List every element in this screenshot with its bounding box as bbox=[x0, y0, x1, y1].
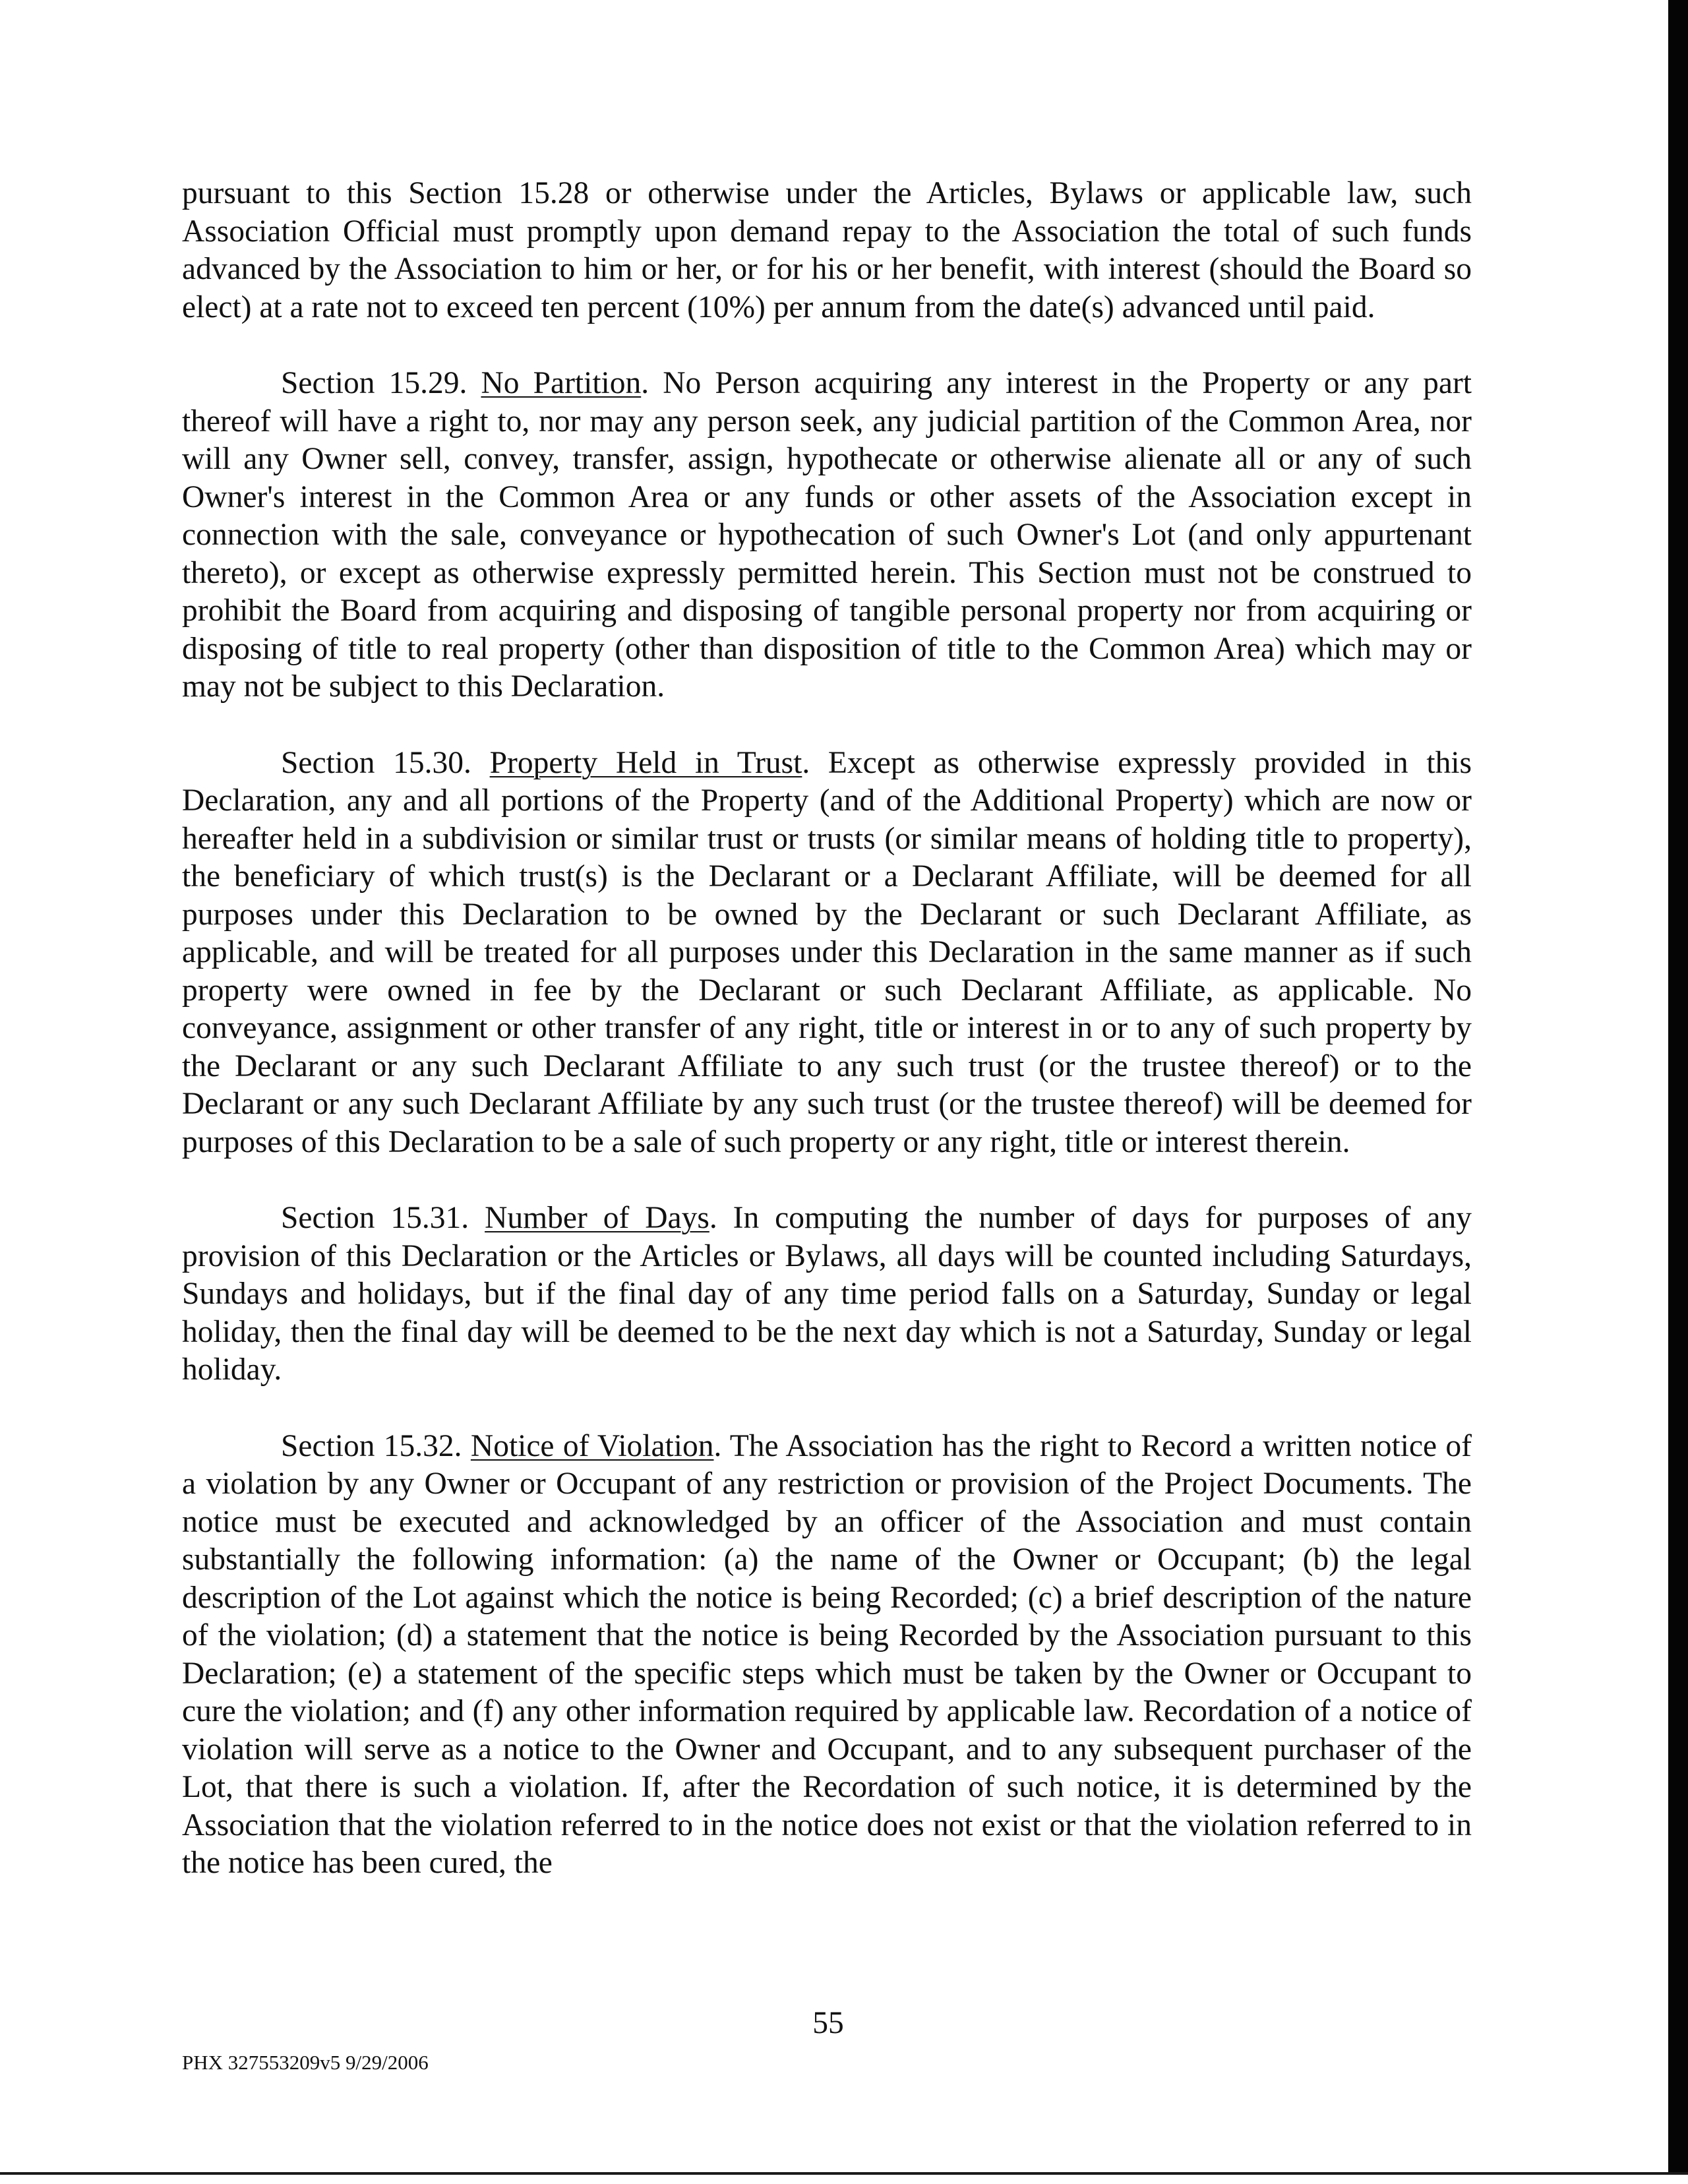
document-body bbox=[182, 175, 1472, 1883]
section-label: Section 15.31. bbox=[281, 1201, 469, 1235]
scan-edge-right bbox=[1668, 0, 1688, 2184]
section-15-30 bbox=[182, 744, 1472, 1162]
section-15-31 bbox=[182, 1199, 1472, 1389]
section-heading: Number of Days bbox=[485, 1201, 709, 1235]
page-number: 55 bbox=[812, 2006, 844, 2040]
section-label: Section 15.32. bbox=[281, 1428, 462, 1463]
section-text: . The Association has the right to Record a written notice of a violation by any Owner or Occupant of any restriction or provision of the Project Documents. The notice must be executed and acknowledged by an officer of the Association and must contain substantially the following information: (a) the name of the Owner or Occupant; (b) the legal description of the Lot against which the notice is being Recorded; (c) a brief description of the nature of the violation; (d) a statement that the notice is being Recorded by the Association pursuant to this Declaration; (e) a statement of the specific steps which must be taken by the Owner or Occupant to cure the violation; and (f) any other information required by applicable law. Recordation of a notice of violation will serve as a notice to the Owner and Occupant, and to any subsequent purchaser of the Lot, that there is such a violation. If, after the Recordation of such notice, it is determined by the Association that the violation referred to in the notice does not exist or that the violation referred to in the notice has been cured, the bbox=[182, 1428, 1472, 1880]
section-label: Section 15.29. bbox=[281, 366, 467, 400]
section-text: . In computing the number of days for purposes of any provision of this Declaration or the Articles or Bylaws, all days will be counted including Saturdays, Sundays and holidays, but if the final day of any time period falls on a Saturday, Sunday or legal holiday, then the final day will be deemed to be the next day which is not a Saturday, Sunday or legal holiday. bbox=[182, 1201, 1472, 1387]
section-heading: Property Held in Trust bbox=[489, 745, 802, 780]
scan-edge-bottom bbox=[0, 2172, 1688, 2184]
section-text: . No Person acquiring any interest in the Property or any part thereof will have a right to, nor may any person seek, any judicial partition of the Common Area, nor will any Owner sell, convey, transfer, assign, hypothecate or otherwise alienate all or any of such Owner's interest in the Common Area or any funds or other assets of the Association except in connection with the sale, conveyance or hypothecation of such Owner's Lot (and only appurtenant thereto), or except as otherwise expressly permitted herein. This Section must not be construed to prohibit the Board from acquiring and disposing of tangible personal property nor from acquiring or disposing of title to real property (other than disposition of title to the Common Area) which may or may not be subject to this Declaration. bbox=[182, 366, 1472, 704]
section-heading: No Partition bbox=[481, 366, 642, 400]
paragraph-continuation bbox=[182, 175, 1472, 326]
paragraph-text: pursuant to this Section 15.28 or otherwise under the Articles, Bylaws or applicable law, such Association Official must promptly upon demand repay to the Association the total of such funds advanced by the Association to him or her, or for his or her benefit, with interest (should the Board so elect) at a rate not to exceed ten percent (10%) per annum from the date(s) advanced until paid. bbox=[182, 176, 1472, 324]
section-15-32 bbox=[182, 1428, 1472, 1883]
section-text: . Except as otherwise expressly provided in this Declaration, any and all portions of the Property (and of the Additional Property) which are now or hereafter held in a subdivision or similar trust or trusts (or similar means of holding title to property), the beneficiary of which trust(s) is the Declarant or a Declarant Affiliate, will be deemed for all purposes under this Declaration to be owned by the Declarant or such Declarant Affiliate, as applicable, and will be treated for all purposes under this Declaration in the same manner as if such property were owned in fee by the Declarant or such Declarant Affiliate, as applicable. No conveyance, assignment or other transfer of any right, title or interest in or to any of such property by the Declarant or any such Declarant Affiliate to any such trust (or the trustee thereof) or to the Declarant or any such Declarant Affiliate by any such trust (or the trustee thereof) will be deemed for purposes of this Declaration to be a sale of such property or any right, title or interest therein. bbox=[182, 745, 1472, 1159]
section-heading: Notice of Violation bbox=[470, 1428, 714, 1463]
section-15-29 bbox=[182, 365, 1472, 706]
document-footer-id: PHX 327553209v5 9/29/2006 bbox=[182, 2051, 429, 2074]
section-label: Section 15.30. bbox=[281, 745, 471, 780]
